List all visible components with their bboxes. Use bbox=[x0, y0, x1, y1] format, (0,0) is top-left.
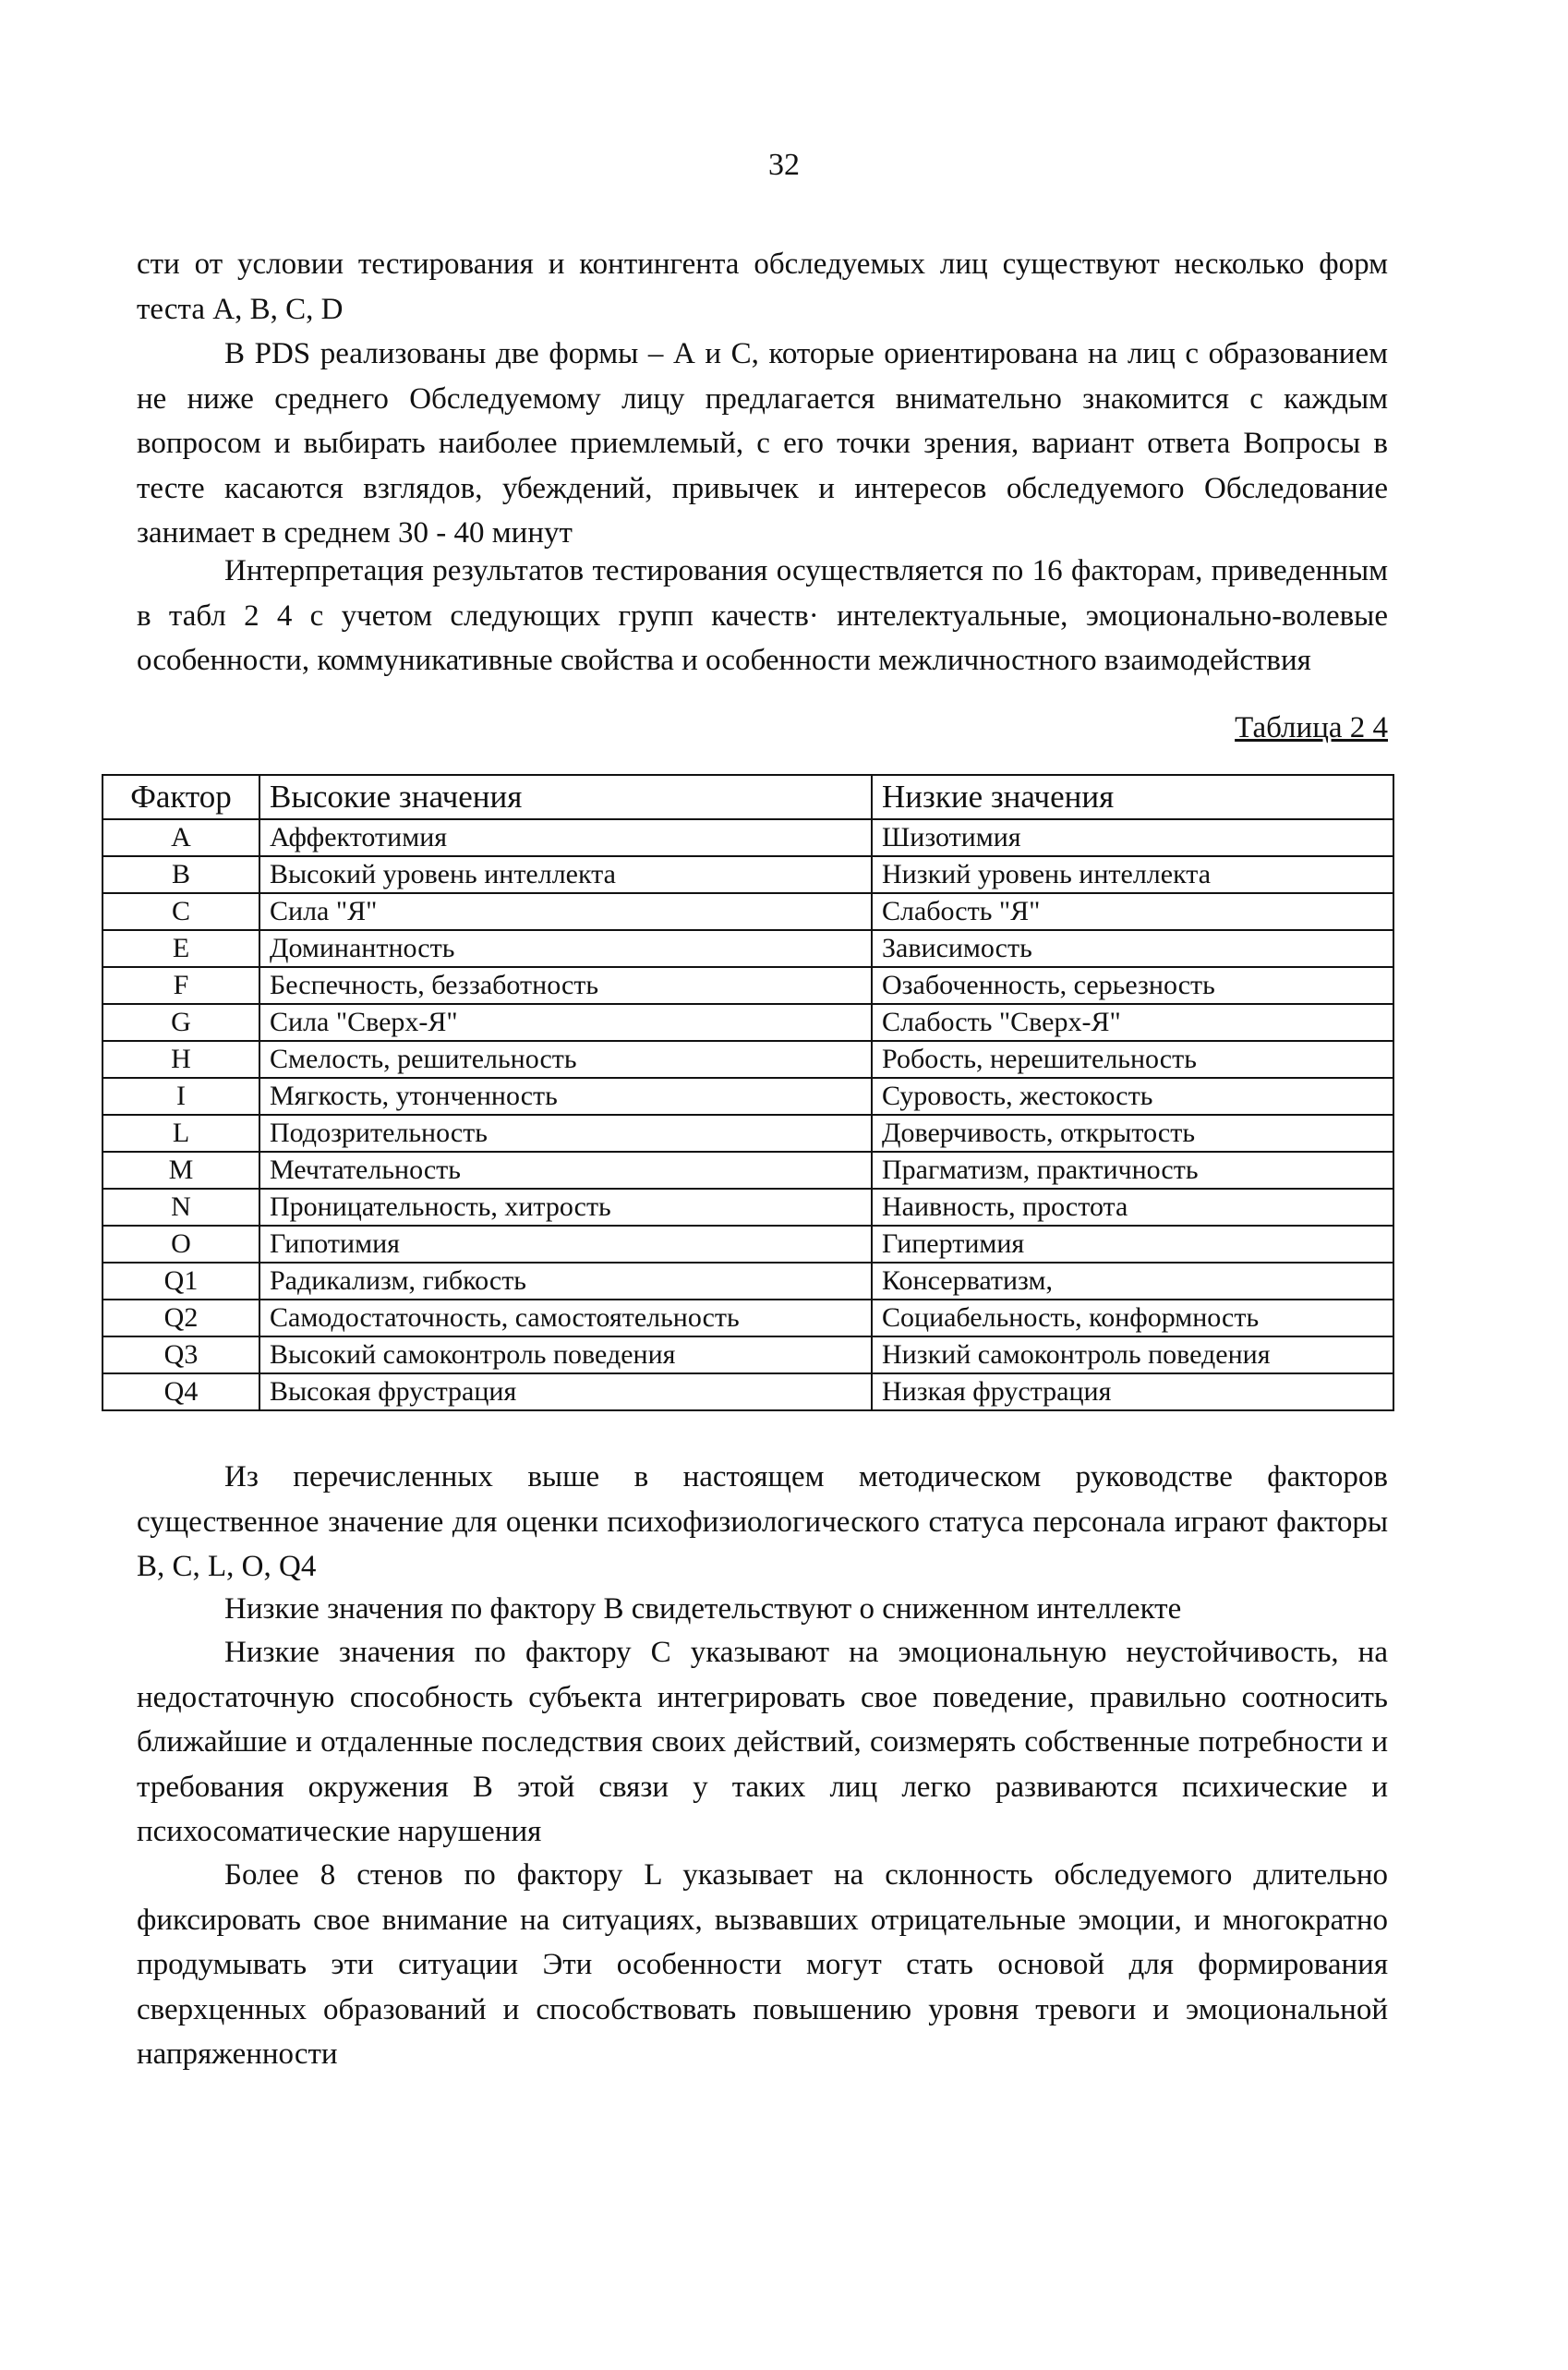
table-row bbox=[103, 893, 1393, 930]
low-value-cell: Гипертимия bbox=[872, 1226, 1393, 1263]
table-row bbox=[103, 1226, 1393, 1263]
high-value-cell: Подозрительность bbox=[259, 1115, 872, 1152]
factor-cell: H bbox=[103, 1041, 259, 1078]
factor-cell: L bbox=[103, 1115, 259, 1152]
table-row bbox=[103, 1078, 1393, 1115]
high-value-cell: Проницательность, хитрость bbox=[259, 1189, 872, 1226]
high-value-cell: Сила "Сверх-Я" bbox=[259, 1004, 872, 1041]
paragraph-pds-forms: В PDS реализованы две формы – А и С, которые ориентирована на лиц с образованием не ниже среднего Обследуемому лицу предлагается внимательно знакомится с каждым вопросом и выбирать наиболее приемлемый, с его точки зрения, вариант ответа Вопросы в тесте касаются взглядов, убеждений, привычек и интересов обследуемого Обследование занимает в среднем 30 - 40 минут bbox=[137, 337, 1388, 550]
factor-cell: M bbox=[103, 1152, 259, 1189]
table-row bbox=[103, 1336, 1393, 1373]
low-value-cell: Социабельность, конформность bbox=[872, 1300, 1393, 1336]
high-value-cell: Мечтательность bbox=[259, 1152, 872, 1189]
factor-cell: A bbox=[103, 819, 259, 856]
high-value-cell: Беспечность, беззаботность bbox=[259, 967, 872, 1004]
high-value-cell: Доминантность bbox=[259, 930, 872, 967]
table-caption: Таблица 2 4 bbox=[1235, 711, 1388, 744]
table-row bbox=[103, 967, 1393, 1004]
table-row bbox=[103, 1373, 1393, 1410]
table-header-row bbox=[103, 775, 1393, 819]
header-low-values: Низкие значения bbox=[872, 775, 1393, 819]
high-value-cell: Высокий самоконтроль поведения bbox=[259, 1336, 872, 1373]
paragraph-factor-l: Более 8 стенов по фактору L указывает на склонность обследуемого длительно фиксировать свое внимание на ситуациях, вызвавших отрицательные эмоции, и многократно продумывать эти ситуации Эти особенности могут стать основой для формирования сверхценных образований и способствовать повышению уровня тревоги и эмоциональной напряженности bbox=[137, 1858, 1388, 2071]
factor-cell: I bbox=[103, 1078, 259, 1115]
high-value-cell: Гипотимия bbox=[259, 1226, 872, 1263]
paragraph-factor-c: Низкие значения по фактору C указывают на эмоциональную неустойчивость, на недостаточную способность субъекта интегрировать свое поведение, правильно соотносить ближайшие и отдаленные последствия своих действий, соизмерять собственные потребности и требования окружения В этой связи у таких лиц легко развиваются психические и психосоматические нарушения bbox=[137, 1636, 1388, 1848]
factor-cell: O bbox=[103, 1226, 259, 1263]
table-row bbox=[103, 1041, 1393, 1078]
table-row bbox=[103, 1115, 1393, 1152]
factor-cell: B bbox=[103, 856, 259, 893]
low-value-cell: Низкий уровень интеллекта bbox=[872, 856, 1393, 893]
table-row bbox=[103, 819, 1393, 856]
high-value-cell: Смелость, решительность bbox=[259, 1041, 872, 1078]
table-row bbox=[103, 1152, 1393, 1189]
high-value-cell: Высокий уровень интеллекта bbox=[259, 856, 872, 893]
header-high-values: Высокие значения bbox=[259, 775, 872, 819]
low-value-cell: Низкая фрустрация bbox=[872, 1373, 1393, 1410]
table-row bbox=[103, 856, 1393, 893]
factor-cell: F bbox=[103, 967, 259, 1004]
table-row bbox=[103, 1300, 1393, 1336]
low-value-cell: Слабость "Сверх-Я" bbox=[872, 1004, 1393, 1041]
table-row bbox=[103, 1263, 1393, 1300]
low-value-cell: Зависимость bbox=[872, 930, 1393, 967]
high-value-cell: Мягкость, утонченность bbox=[259, 1078, 872, 1115]
header-factor: Фактор bbox=[103, 775, 259, 819]
high-value-cell: Сила "Я" bbox=[259, 893, 872, 930]
factor-cell: E bbox=[103, 930, 259, 967]
paragraph-forms-intro: сти от условии тестирования и контингента обследуемых лиц существуют несколько форм теста A, B, C, D bbox=[137, 248, 1388, 326]
low-value-cell: Шизотимия bbox=[872, 819, 1393, 856]
low-value-cell: Доверчивость, открытость bbox=[872, 1115, 1393, 1152]
factor-cell: C bbox=[103, 893, 259, 930]
factor-cell: Q1 bbox=[103, 1263, 259, 1300]
low-value-cell: Консерватизм, bbox=[872, 1263, 1393, 1300]
paragraph-interpretation: Интерпретация результатов тестирования осуществляется по 16 факторам, приведенным в табл 2 4 с учетом следующих групп качеств· интелектуальные, эмоционально-волевые особенности, коммуникативные свойства и особенности межличностного взаимодействия bbox=[137, 554, 1388, 677]
factor-cell: Q2 bbox=[103, 1300, 259, 1336]
high-value-cell: Радикализм, гибкость bbox=[259, 1263, 872, 1300]
low-value-cell: Наивность, простота bbox=[872, 1189, 1393, 1226]
factor-cell: G bbox=[103, 1004, 259, 1041]
low-value-cell: Суровость, жестокость bbox=[872, 1078, 1393, 1115]
low-value-cell: Низкий самоконтроль поведения bbox=[872, 1336, 1393, 1373]
low-value-cell: Робость, нерешительность bbox=[872, 1041, 1393, 1078]
low-value-cell: Слабость "Я" bbox=[872, 893, 1393, 930]
factors-table bbox=[102, 774, 1394, 1411]
low-value-cell: Прагматизм, практичность bbox=[872, 1152, 1393, 1189]
factor-cell: Q4 bbox=[103, 1373, 259, 1410]
table-row bbox=[103, 930, 1393, 967]
factor-cell: N bbox=[103, 1189, 259, 1226]
table-row bbox=[103, 1004, 1393, 1041]
page-number: 32 bbox=[768, 148, 800, 182]
high-value-cell: Аффектотимия bbox=[259, 819, 872, 856]
low-value-cell: Озабоченность, серьезность bbox=[872, 967, 1393, 1004]
paragraph-factor-b: Низкие значения по фактору B свидетельствуют о сниженном интеллекте bbox=[224, 1592, 1182, 1626]
table-row bbox=[103, 1189, 1393, 1226]
high-value-cell: Самодостаточность, самостоятельность bbox=[259, 1300, 872, 1336]
high-value-cell: Высокая фрустрация bbox=[259, 1373, 872, 1410]
factor-cell: Q3 bbox=[103, 1336, 259, 1373]
paragraph-significant-factors: Из перечисленных выше в настоящем методическом руководстве факторов существенное значение для оценки психофизиологического статуса персонала играют факторы B, C, L, O, Q4 bbox=[137, 1460, 1388, 1583]
